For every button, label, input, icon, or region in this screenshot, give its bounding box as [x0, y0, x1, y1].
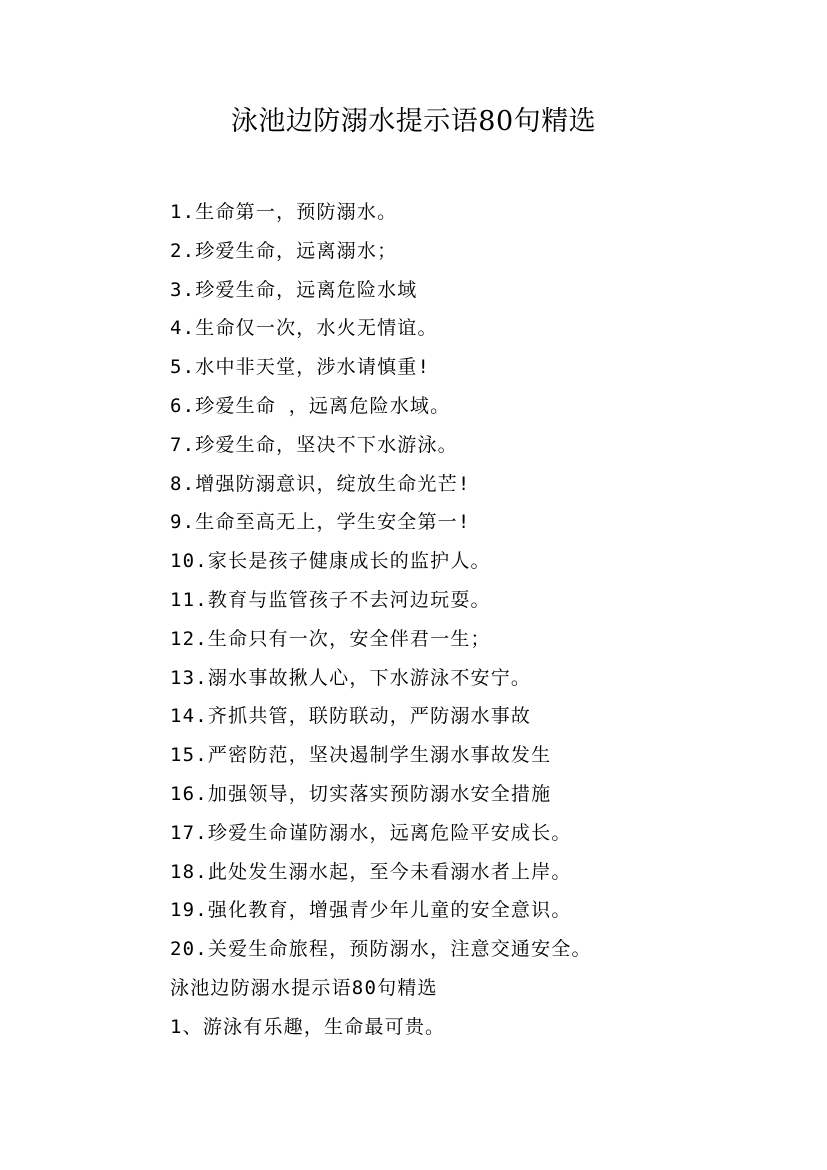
- slogan-line: 11.教育与监管孩子不去河边玩耍。: [170, 588, 491, 611]
- section-heading-line: 泳池边防溺水提示语80句精选: [170, 976, 438, 999]
- slogan-line: 4.生命仅一次，水火无情谊。: [170, 317, 438, 340]
- slogan-line: 16.加强领导，切实落实预防溺水安全措施: [170, 782, 552, 805]
- slogan-line: 5.水中非天堂，涉水请慎重!: [170, 356, 431, 379]
- slogan-line: 6.珍爱生命 ，远离危险水域。: [170, 394, 451, 417]
- slogan-line: 9.生命至高无上，学生安全第一!: [170, 511, 471, 534]
- slogan-list: [170, 193, 790, 1047]
- slogan-line: 15.严密防范，坚决遏制学生溺水事故发生: [170, 744, 552, 767]
- slogan-line: 7.珍爱生命，坚决不下水游泳。: [170, 433, 458, 456]
- slogan-line: 14.齐抓共管，联防联动，严防溺水事故: [170, 705, 532, 728]
- slogan-line: 3.珍爱生命，远离危险水域: [170, 278, 418, 301]
- slogan-line: 17.珍爱生命谨防溺水，远离危险平安成长。: [170, 821, 572, 844]
- slogan-line: 19.强化教育，增强青少年儿童的安全意识。: [170, 899, 572, 922]
- slogan-line: 18.此处发生溺水起，至今未看溺水者上岸。: [170, 860, 572, 883]
- slogan-line: 20.关爱生命旅程，预防溺水，注意交通安全。: [170, 938, 592, 961]
- slogan-line: 13.溺水事故揪人心，下水游泳不安宁。: [170, 666, 532, 689]
- slogan-line: 8.增强防溺意识，绽放生命光芒!: [170, 472, 471, 495]
- slogan-line: 12.生命只有一次，安全伴君一生；: [170, 627, 491, 650]
- slogan-line: 2.珍爱生命，远离溺水；: [170, 239, 398, 262]
- slogan-line: 1.生命第一，预防溺水。: [170, 201, 398, 223]
- slogan-line: 1、游泳有乐趣，生命最可贵。: [170, 1015, 446, 1038]
- document-title: 泳池边防溺水提示语80句精选: [230, 106, 597, 137]
- slogan-line: 10.家长是孩子健康成长的监护人。: [170, 550, 491, 573]
